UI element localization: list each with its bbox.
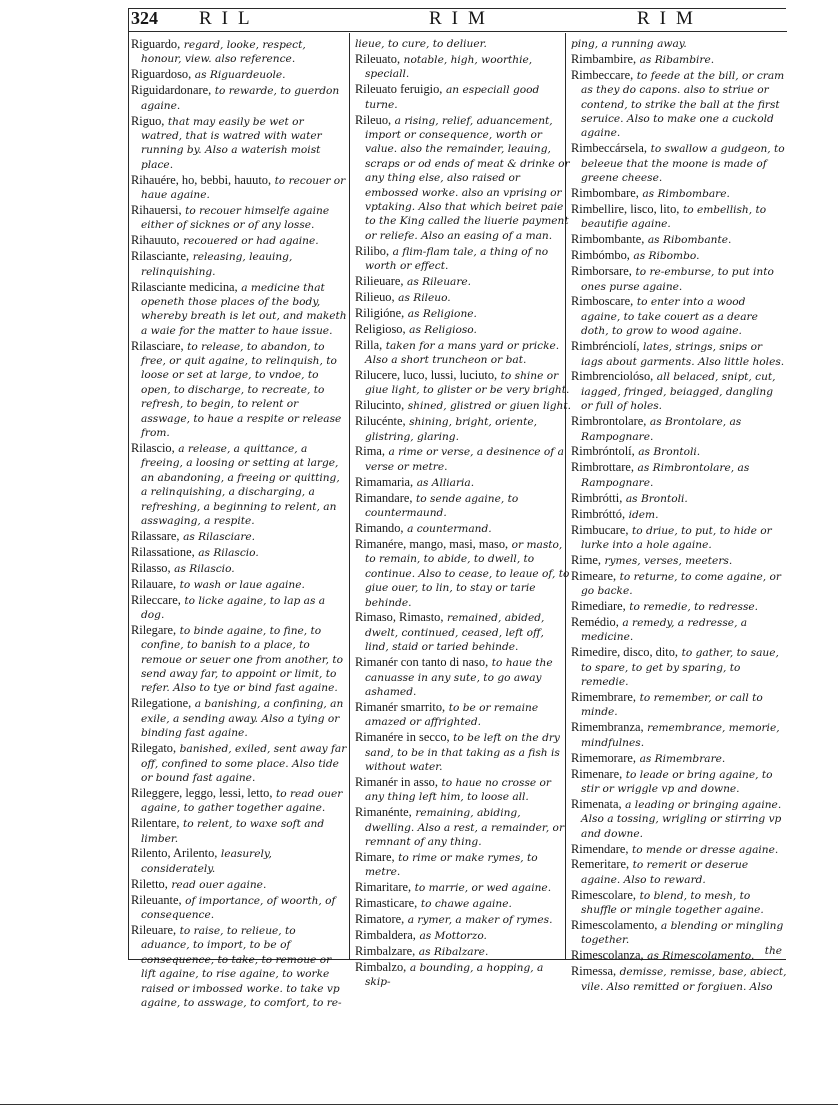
dictionary-entry [355,610,571,654]
dictionary-entry [571,948,787,963]
dictionary-entry [131,441,347,528]
dictionary-entry [131,893,347,923]
entry-headword: Riguardo, [131,37,181,51]
entry-headword: Rileggere, leggo, lessi, letto, [131,785,273,800]
dictionary-entry [571,964,787,994]
dictionary-entry [571,414,787,444]
entry-headword: Rimamaria, [355,474,414,489]
column-rule-1 [349,33,350,959]
dictionary-entry [571,37,787,51]
entry-headword: Rimbróntolí, [571,444,635,459]
entry-definition: as Ribalzare. [418,945,489,958]
entry-definition: idem. [628,508,659,521]
entry-headword: Rileuato, [355,51,401,66]
dictionary-entry [571,186,787,201]
entry-definition: to be or remaine amazed or affrighted. [365,701,539,729]
entry-headword: Rilassatione, [131,544,195,559]
entry-definition: leasurely, considerately. [141,848,272,875]
entry-headword: Rimbróttó, [571,506,626,521]
dictionary-entry [131,203,347,233]
entry-definition: to remerit or deserue againe. Also to reward. [581,859,749,886]
entry-headword: Rimanénte, [355,805,412,820]
entry-headword: Rimeare, [571,568,617,583]
dictionary-entry [355,368,571,398]
entry-definition: to recouer or haue againe. [141,174,346,202]
dictionary-entry [355,414,571,444]
entry-definition: to read ouer againe, to gather together againe. [141,787,343,815]
entry-definition: as Rimembrare. [639,752,726,765]
dictionary-entry [571,599,787,614]
dictionary-entry [355,338,571,368]
dictionary-entry [355,444,571,474]
scan-edge-line [0,1104,838,1105]
entry-headword: Rimboscare, [571,294,634,309]
entry-definition: to gather, to saue, to spare, to get by sparing, to remedie. [581,647,779,689]
dictionary-entry [131,545,347,560]
entry-definition: ping, a running away. [571,38,687,50]
entry-headword: Riletto, [131,876,168,891]
column-3 [571,37,787,993]
entry-headword: Rilucinto, [355,398,405,413]
dictionary-entry [571,553,787,568]
entry-definition: to enter into a wood againe, to take couert as a deare doth, to grow to wood againe. [581,296,758,338]
entry-definition: as Rileuo. [398,291,451,304]
dictionary-entry [355,880,571,895]
dictionary-entry [131,67,347,82]
entry-definition: to shine or giue light, to glister or be very bright. [365,369,570,397]
entry-definition: to leade or bring againe, to stir or wriggle vp and downe. [581,768,773,795]
entry-headword: Rilucere, luco, lussi, luciuto, [355,367,498,382]
entry-definition: as Brontoli. [638,446,701,459]
entry-definition: as Rilascio. [174,562,235,575]
entry-definition: lates, strings, snips or iags about garments. Also little holes. [581,341,785,368]
entry-definition: to haue no crosse or any thing left him, to loose all. [365,776,551,804]
entry-headword: Rime, [571,552,601,567]
entry-definition: to blend, to mesh, to shuffle or mingle together againe. [581,889,764,917]
dictionary-entry [571,797,787,841]
entry-definition: notable, high, woorthie, speciall. [365,53,533,81]
entry-definition: to relent, to waxe soft and limber. [141,818,325,845]
entry-headword: Rimbrenciolóso, [571,369,654,384]
dictionary-entry [131,623,347,696]
dictionary-entry [131,339,347,441]
entry-headword: Remeritare, [571,857,630,872]
entry-definition: a flim-flam tale, a thing of no worth or effect. [365,245,549,273]
entry-headword: Rihauersi, [131,202,182,217]
dictionary-entry [355,805,571,849]
entry-definition: a rymer, a maker of rymes. [407,914,553,927]
entry-definition: as Rimescolamento. [647,950,755,963]
entry-headword: Rilieuare, [355,274,404,288]
dictionary-entry [131,529,347,544]
entry-definition: as Ribombo. [633,250,700,263]
entry-definition: a countermand. [407,523,492,535]
entry-headword: Remédio, [571,614,619,629]
entry-headword: Riguardoso, [131,67,192,82]
entry-definition: to remedie, to redresse. [629,601,759,614]
entry-headword: Rimescolamento, [571,918,658,933]
entry-headword: Rileccare, [131,592,181,607]
entry-definition: to haue the canuasse in any sute, to go away ashamed. [365,657,553,698]
dictionary-entry [355,730,571,774]
entry-definition: as Mottorzo. [419,929,487,942]
header-rule [129,31,787,32]
dictionary-entry [131,561,347,576]
entry-headword: Rimenata, [571,796,622,811]
entry-headword: Rimescolare, [571,887,637,902]
entry-definition: all belaced, snipt, cut, iagged, fringed, beiagged, dangling or full of holes. [581,371,776,413]
entry-headword: Riligióne, [355,305,405,320]
entry-headword: Rimedire, disco, dito, [571,645,679,660]
entry-headword: Rimessa, [571,964,617,979]
entry-definition: that may easily be wet or watred, that is watred with water running by. Also a waterish moist place. [141,115,322,171]
dictionary-entry [571,690,787,720]
entry-definition: to sende againe, to countermaund. [365,492,519,520]
entry-headword: Rimanére, mango, masi, maso, [355,536,509,551]
entry-definition: banished, exiled, sent away far off, confined to some place. Also tide or bound fast againe. [141,743,347,784]
entry-headword: Rilla, [355,337,383,352]
dictionary-entry [355,944,571,959]
entry-definition: to rime or make rymes, to metre. [365,851,538,879]
entry-definition: to mende or dresse againe. [632,843,779,856]
entry-headword: Rimanér smarrito, [355,699,446,714]
dictionary-entry [571,202,787,232]
entry-definition: to feede at the bill, or cram as they do capons. also to striue or contend, to strike the ball at the first seruice. Also to make one a cuckold againe. [581,69,785,140]
entry-headword: Riguo, [131,113,165,128]
dictionary-entry [571,52,787,67]
entry-headword: Rilasciare, [131,338,184,353]
entry-definition: to be left on the dry sand, to be in that taking as a fish is without water. [365,732,560,773]
entry-headword: Rimatore, [355,912,405,927]
entry-headword: Rimbrénciolí, [571,339,640,354]
dictionary-entry [131,846,347,876]
dictionary-entry [355,850,571,880]
entry-headword: Rimembrare, [571,689,637,704]
dictionary-entry [355,274,571,289]
entry-headword: Rimbrontolare, [571,414,647,429]
entry-definition: to swallow a gudgeon, to beleeue that the moone is made of greene cheese. [581,143,785,185]
entry-headword: Religioso, [355,321,406,336]
entry-definition: as Brontolare, as Rampognare. [581,416,742,443]
entry-headword: Rimborsare, [571,264,632,279]
entry-headword: Rilassare, [131,528,180,543]
dictionary-entry [355,655,571,699]
entry-definition: as Rilasciare. [183,530,256,543]
dictionary-entry [131,877,347,892]
dictionary-entry [571,444,787,459]
dictionary-entry [571,720,787,750]
entry-definition: to release, to abandon, to free, or quit againe, to relinquish, to loose or set at large, to vndoe, to open, to discharge, to recreate, to refresh, to begin, to relent or asswage, to haue a respite or release from. [141,340,342,440]
dictionary-entry [571,507,787,522]
dictionary-entry [131,593,347,623]
dictionary-entry [131,280,347,339]
entry-definition: to driue, to put, to hide or lurke into a hole againe. [581,524,772,551]
entry-headword: Rimbómbo, [571,248,630,263]
entry-headword: Rimanére in secco, [355,730,450,745]
entry-definition: remained, abided, dwelt, continued, ceased, left off, lind, staid or taried behinde. [365,612,545,654]
dictionary-entry [131,83,347,113]
entry-definition: of importance, of woorth, of consequence. [141,894,336,922]
dictionary-entry [571,339,787,369]
entry-definition: to embellish, to beautifie againe. [581,203,767,231]
entry-definition: a rime or verse, a desinence of a verse or metre. [365,446,564,473]
page-number: 324 [131,8,158,28]
entry-definition: to marrie, or wed againe. [414,882,552,895]
dictionary-entry [355,537,571,610]
entry-headword: Rileuato feruigio, [355,82,443,97]
entry-headword: Rimbalzo, [355,959,407,974]
entry-headword: Rimaso, Rimasto, [355,610,444,625]
dictionary-entry [355,244,571,274]
dictionary-entry [571,232,787,247]
entry-headword: Rilento, Arilento, [131,846,218,861]
entry-headword: Rilentare, [131,816,180,831]
column-1 [131,37,347,1009]
entry-definition: lieue, to cure, to deliuer. [355,38,487,50]
dictionary-entry [355,37,571,51]
dictionary-entry [131,741,347,785]
entry-definition: as Rimbrontolare, as Rampognare. [581,462,750,489]
entry-headword: Rimbeccársela, [571,141,648,156]
dictionary-entry [355,82,571,112]
dictionary-page [128,8,787,1009]
dictionary-entry [571,857,787,887]
entry-headword: Rimbaldera, [355,927,416,942]
dictionary-entry [355,896,571,911]
entry-definition: to chawe againe. [420,898,512,911]
entry-definition: to rewarde, to guerdon againe. [141,85,340,112]
entry-headword: Rilegare, [131,622,177,637]
dictionary-entry [131,577,347,592]
entry-definition: an especiall good turne. [365,84,540,111]
entry-definition: to binde againe, to fine, to confine, to banish to a place, to remoue or seuer one from another, to send away far, to appoint or limit, to refer. Also to tye or bind fast againe. [141,624,344,695]
entry-headword: Rileuante, [131,892,182,907]
entry-definition: to recouer himselfe againe either of sicknes or of any losse. [141,204,330,232]
entry-definition: taken for a mans yard or pricke. Also a short truncheon or bat. [365,339,560,367]
entry-headword: Rilasciante, [131,249,190,264]
entry-definition: remembrance, memorie, mindfulnes. [581,722,780,749]
entry-headword: Rimaritare, [355,880,412,895]
dictionary-entry [355,775,571,805]
dictionary-entry [571,767,787,797]
dictionary-entry [571,615,787,645]
dictionary-entry [571,523,787,553]
entry-headword: Rilascio, [131,440,175,455]
entry-headword: Rimediare, [571,599,626,614]
entry-definition: as Ribambire. [639,53,715,66]
dictionary-entry [571,918,787,948]
entry-headword: Rimbambire, [571,51,637,66]
entry-definition: to wash or laue againe. [179,578,305,591]
dictionary-entry [131,173,347,203]
dictionary-entry [355,521,571,536]
entry-headword: Rilauare, [131,576,177,591]
entry-definition: releasing, leauing, relinquishing. [141,251,293,278]
dictionary-entry [355,960,571,990]
entry-headword: Rimare, [355,849,395,864]
entry-headword: Rimembranza, [571,720,644,735]
entry-headword: Rimbrottare, [571,460,634,475]
entry-headword: Rimandare, [355,490,413,505]
entry-definition: a blending or mingling together. [581,920,784,947]
dictionary-entry [571,888,787,918]
entry-headword: Rimbrótti, [571,490,623,505]
entry-definition: read ouer againe. [171,878,267,891]
entry-definition: a rising, relief, aduancement, import or consequence, worth or value. also the remainder, leauing, scraps or od ends of meat & drinke or any thing else, also raised or embossed worke. also an vprising or vptaking. Also that which beiret paie to the King called the liuerie payment or reliefe. Also an easing of a man. [365,114,570,242]
dictionary-entry [131,923,347,1010]
dictionary-entry [571,264,787,294]
running-head-right: RIM [637,8,703,29]
entry-definition: a remedy, a redresse, a medicine. [581,616,748,644]
entry-headword: Rileuare, [131,922,177,937]
dictionary-entry [355,398,571,413]
dictionary-entry [571,491,787,506]
entry-headword: Rimescolanza, [571,948,644,963]
dictionary-entry [355,322,571,337]
entry-definition: a release, a quittance, a freeing, a loosing or setting at large, an abandoning, a freeing or quitting, a relinquishing, a discharging, a refreshing, a beginning to relent, an asswaging, a respite. [141,442,340,527]
entry-definition: a bounding, a hopping, a skip- [365,961,544,989]
entry-headword: Rilieuo, [355,289,395,304]
dictionary-entry [131,816,347,846]
entry-definition: remaining, abiding, dwelling. Also a rest, a remainder, or remnant of any thing. [365,807,565,849]
entry-headword: Rimasticare, [355,896,418,911]
dictionary-entry [131,786,347,816]
dictionary-entry [571,369,787,413]
entry-headword: Rimemorare, [571,750,637,765]
entry-definition: rymes, verses, meeters. [604,554,733,567]
entry-headword: Rima, [355,444,385,459]
running-head-middle: RIM [429,8,495,29]
entry-definition: a leading or bringing againe. Also a tossing, wrigling or stirring vp and downe. [581,798,782,840]
entry-definition: shining, bright, oriente, glistring, glaring. [365,416,537,443]
entry-definition: recouered or had againe. [183,235,319,248]
entry-definition: regard, looke, respect, honour, view. also reference. [141,39,306,66]
entry-headword: Rilegatione, [131,696,192,711]
dictionary-entry [355,491,571,521]
dictionary-entry [571,141,787,185]
entry-headword: Rimendare, [571,841,629,856]
dictionary-entry [571,569,787,599]
entry-headword: Rimbombante, [571,232,645,247]
dictionary-entry [571,751,787,766]
entry-headword: Rimbombare, [571,186,639,201]
entry-definition: as Rilascio. [198,546,259,559]
dictionary-entry [571,842,787,857]
entry-headword: Rimbalzare, [355,943,416,958]
entry-definition: as Rileuare. [407,276,472,288]
entry-definition: as Rimbombare. [642,188,730,201]
entry-headword: Riguidardonare, [131,83,212,98]
entry-headword: Rilegato, [131,741,177,756]
dictionary-entry [355,52,571,82]
entry-definition: to licke againe, to lap as a dog. [141,594,326,621]
entry-definition: a banishing, a confining, an exile, a sending away. Also a tying or binding fast againe. [141,698,344,740]
entry-headword: Rimbellire, lisco, lito, [571,201,680,216]
dictionary-entry [571,645,787,689]
entry-headword: Rimando, [355,521,404,535]
dictionary-entry [355,290,571,305]
dictionary-entry [571,248,787,263]
entry-definition: a medicine that openeth those places of the body, whereby breath is let out, and maketh a waie for the matter to haue issue. [141,281,347,337]
dictionary-entry [571,460,787,490]
entry-headword: Rilibo, [355,243,390,258]
dictionary-entry [571,68,787,141]
page-header [129,9,787,31]
running-head-left: RIL [199,8,260,29]
entry-definition: or masto, to remain, to abide, to dwell, to continue. Also to cease, to leaue of, to giue ouer, to lin, to stay or tarie behinde. [365,538,570,609]
entry-headword: Rilucénte, [355,414,406,429]
entry-headword: Rimbucare, [571,522,629,537]
column-2 [355,37,572,989]
entry-headword: Rilasso, [131,560,171,575]
dictionary-entry [131,249,347,279]
dictionary-entry [131,37,347,67]
dictionary-entry [131,233,347,248]
dictionary-entry [355,928,571,943]
entry-headword: Rihauuto, [131,233,180,248]
entry-headword: Rimbeccare, [571,67,634,82]
entry-headword: Rimanér in asso, [355,774,438,789]
entry-headword: Rilasciante medicina, [131,279,238,294]
dictionary-entry [355,912,571,927]
dictionary-entry [571,294,787,338]
entry-definition: as Alliaria. [416,476,475,489]
dictionary-entry [355,700,571,730]
dictionary-entry [131,114,347,173]
dictionary-entry [131,696,347,740]
entry-definition: to re-emburse, to put into ones purse againe. [581,266,774,293]
entry-definition: demisse, remisse, base, abiect, vile. Also remitted or forgiuen. Also [581,966,787,993]
entry-definition: as Brontoli. [625,492,688,505]
entry-definition: to returne, to come againe, or go backe. [581,570,781,598]
entry-definition: as Religioso. [409,323,477,336]
entry-definition: as Religione. [407,307,477,320]
dictionary-entry [355,113,571,244]
entry-headword: Rimenare, [571,766,623,781]
catchword: the [764,945,782,957]
dictionary-entry [355,475,571,490]
entry-definition: to raise, to relieue, to aduance, to import, to be of consequence, to take, to remoue or lift againe, to rise againe, to worke raised or imbossed worke. to take vp againe, to asswage, to comfort, to re- [141,924,342,1009]
entry-definition: as Ribombante. [647,234,732,247]
entry-definition: as Riguardeuole. [194,69,286,82]
dictionary-entry [355,306,571,321]
entry-headword: Rimanér con tanto di naso, [355,655,489,670]
entry-headword: Rileuo, [355,112,392,127]
entry-definition: to remember, or call to minde. [581,691,763,719]
entry-definition: shined, glistred or giuen light. [407,400,572,413]
entry-headword: Rihauére, ho, bebbi, hauuto, [131,172,272,187]
